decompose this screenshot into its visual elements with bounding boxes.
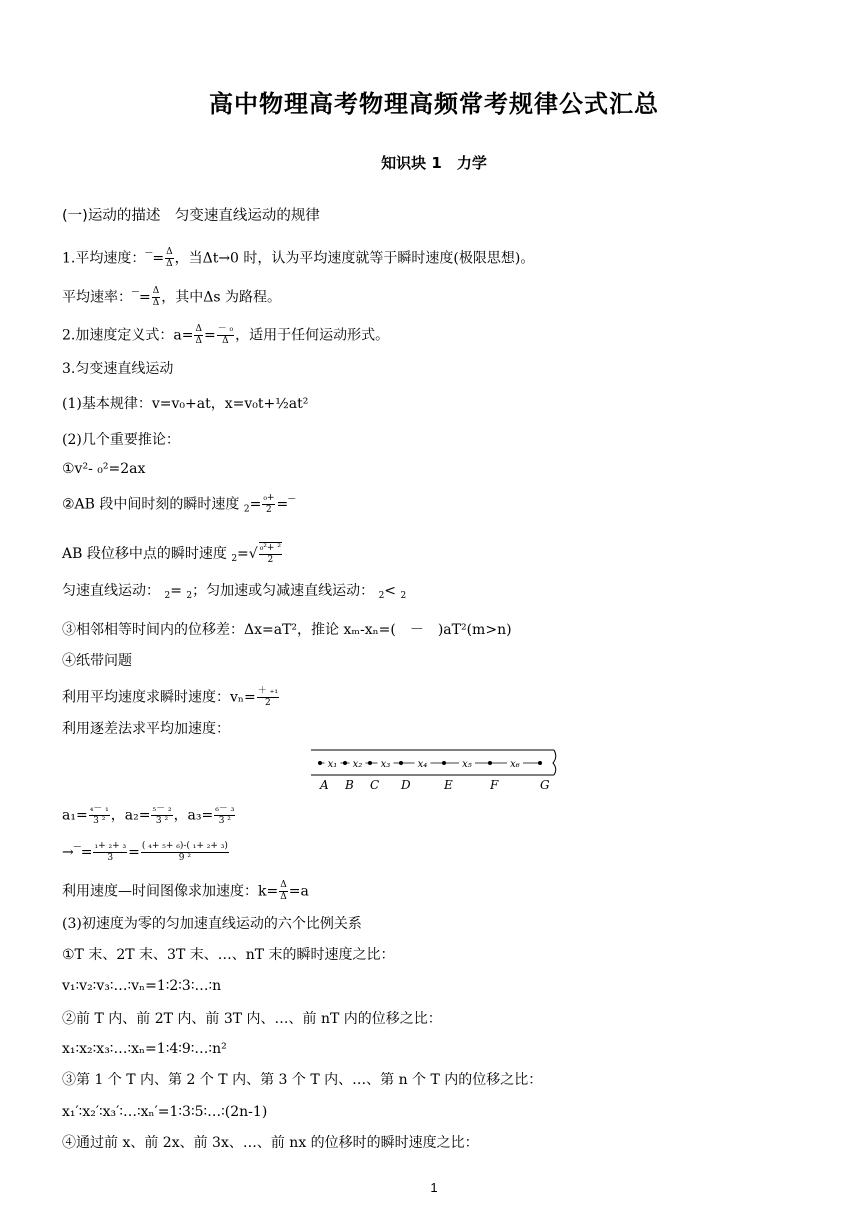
tape-point-label: B (345, 778, 354, 792)
tape-segment-label: x₆ (510, 759, 520, 770)
formula-velocity-comparison: 匀速直线运动： $_2$= $_2$；匀加速或匀减速直线运动： $_2$< $_2$ (62, 583, 407, 601)
ratio-2-title: ②前 T 内、前 2T 内、前 3T 内、…、前 nT 内的位移之比： (62, 1011, 442, 1027)
ratio-4-title: ④通过前 x、前 2x、前 3x、…、前 nx 的位移时的瞬时速度之比： (62, 1135, 479, 1151)
ratio-3-formula: x₁′∶x₂′∶x₃′∶…∶xₙ′=1∶3∶5∶…∶(2n-1) (62, 1104, 268, 1120)
page-number: 1 (430, 1180, 438, 1195)
tape-point (538, 761, 542, 765)
formula-mid-position-velocity: AB 段位移中点的瞬时速度 $_2$=√ $\frac{\text{₀²+ ²}}{2}$ (62, 543, 281, 565)
formula-average-acceleration: →‾= $\frac{\text{₁+ ₂+ ₃}}{3}$ = $\frac{\text{( ₄+ ₅+ ₆)-( ₁+ ₂+ ₃)}}{\text{9 ²}}$ (62, 841, 228, 863)
tape-point-labels (312, 778, 552, 808)
knowledge-block-title: 知识块 1 力学 (381, 154, 487, 172)
formula-velocity-displacement: ①v²- ₀²=2ax (62, 461, 146, 477)
heading-six-ratios: (3)初速度为零的匀加速直线运动的六个比例关系 (62, 916, 362, 932)
document-title: 高中物理高考物理高频常考规律公式汇总 (209, 90, 659, 118)
tape-point-label: G (540, 778, 550, 792)
ratio-1-formula: v₁∶v₂∶v₃∶…∶vₙ=1∶2∶3∶…∶n (62, 978, 222, 994)
tape-point-label: C (370, 778, 380, 792)
tape-point-label: E (444, 778, 453, 792)
tape-segment-label: x₄ (417, 759, 428, 770)
tape-point-label: F (490, 778, 499, 792)
formula-basic-laws: (1)基本规律：v=v₀+at，x=v₀t+½at² (62, 396, 309, 412)
tape-segment-label: x₅ (462, 759, 472, 770)
formula-instantaneous-velocity: 利用平均速度求瞬时速度：vₙ= $\frac{\text{＋ ₊₁}}{2}$ (62, 686, 278, 708)
formula-vt-graph-acceleration: 利用速度—时间图像求加速度：k= $\frac{\Delta}{\Delta}$ =a (62, 880, 309, 902)
formula-acceleration-definition: 2.加速度定义式：a= $\frac{\Delta}{\Delta}$ = $\frac{\text{－ ₀}}{\Delta}$ ，适用于任何运动形式。 (62, 324, 390, 346)
heading-inferences: (2)几个重要推论： (62, 432, 180, 448)
ratio-3-title: ③第 1 个 T 内、第 2 个 T 内、第 3 个 T 内、…、第 n 个 T 内的位移之比： (62, 1072, 543, 1088)
ratio-2-formula: x₁∶x₂∶x₃∶…∶xₙ=1∶4∶9∶…∶n² (62, 1041, 227, 1057)
tape-segment-label: x₁ (327, 759, 338, 770)
tape-point-label: A (320, 778, 329, 792)
formula-average-speed: 平均速率：‾= $\frac{\Delta}{\Delta}$ ，其中Δs 为路程。 (62, 286, 281, 308)
heading-uniform-acceleration: 3.匀变速直线运动 (62, 361, 174, 377)
heading-successive-difference: 利用逐差法求平均加速度： (62, 721, 230, 737)
formula-displacement-difference: ③相邻相等时间内的位移差：Δx=aT²，推论 xₘ-xₙ=( － )aT²(m>n) (62, 622, 512, 638)
tape-point-label: D (401, 778, 411, 792)
formula-a1-a2-a3: a₁= $\frac{\text{₄－ ₁}}{\text{3 ²}}$ ，a₂= $\frac{\text{₅－ ₂}}{\text{3 ²}}$ ，a₃= $\frac{\text{₆－ ₃}}{\text{3 ²}}$ (62, 804, 235, 826)
tape-segment-label: x₃ (380, 759, 391, 770)
ratio-1-title: ①T 末、2T 末、3T 末、…、nT 末的瞬时速度之比： (62, 947, 395, 963)
heading-paper-tape: ④纸带问题 (62, 653, 132, 669)
formula-average-velocity: 1.平均速度：‾= $\frac{\Delta}{\Delta}$ ，当Δt→0 时，认为平均速度就等于瞬时速度(极限思想)。 (62, 247, 535, 269)
formula-mid-time-velocity: ②AB 段中间时刻的瞬时速度 $_2$= $\frac{\text{₀+}}{2}$ =‾ (62, 493, 296, 515)
tape-segment-label: x₂ (352, 759, 363, 770)
section-heading: (一)运动的描述 匀变速直线运动的规律 (62, 208, 320, 224)
